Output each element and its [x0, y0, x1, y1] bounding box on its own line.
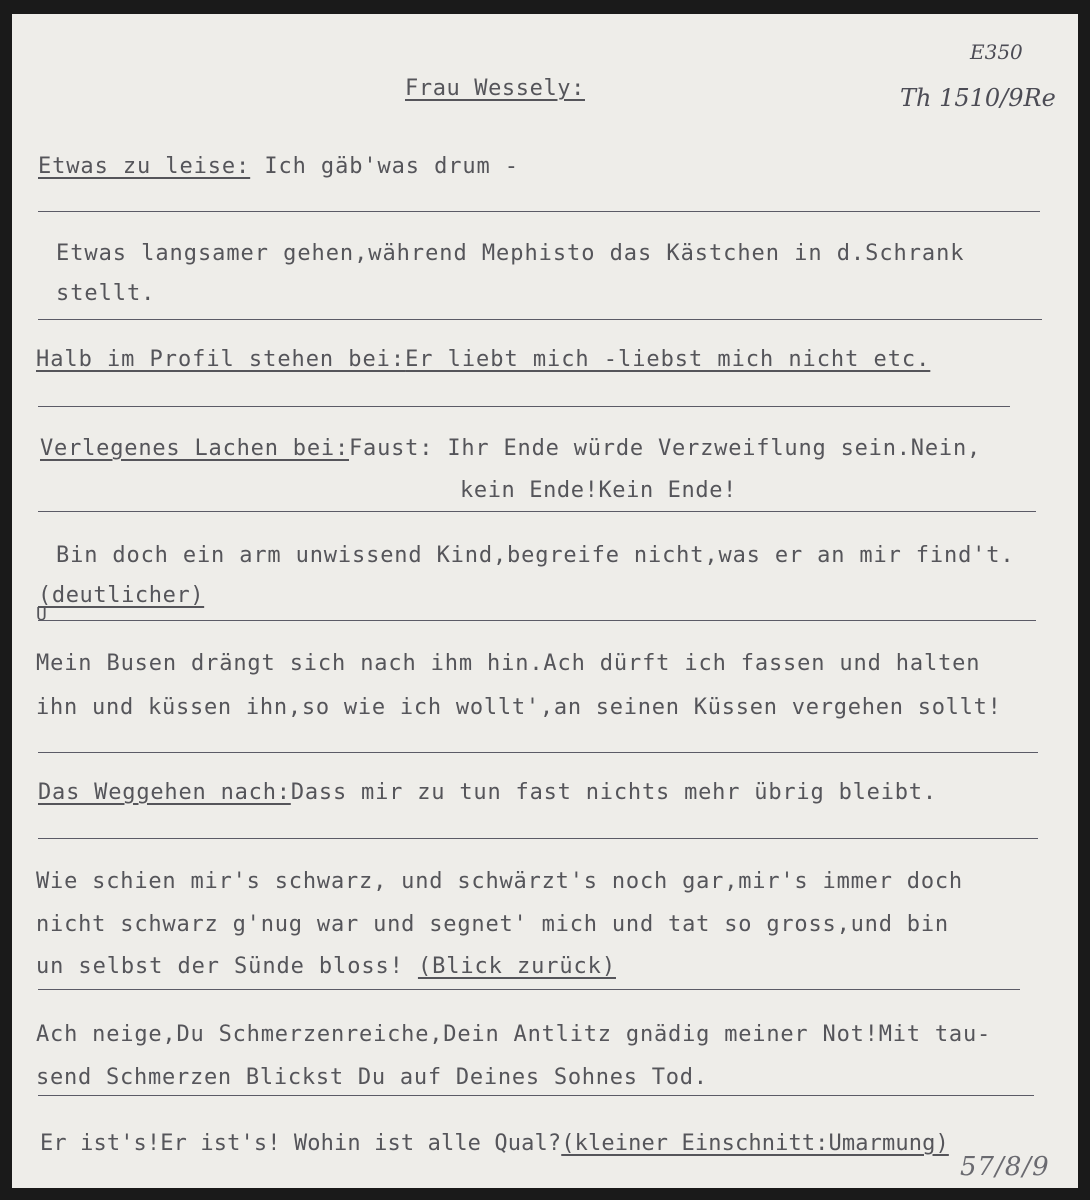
stage-cue: (kleiner Einschnitt:Umarmung) [561, 1131, 949, 1156]
stage-cue: (deutlicher) [38, 583, 205, 608]
typescript-page [12, 14, 1078, 1188]
note-line: ihn und küssen ihn,so wie ich wollt',an seinen Küssen vergehen sollt! [36, 695, 1002, 720]
note-line: nicht schwarz g'nug war und segnet' mich und tat so gross,und bin [36, 912, 949, 937]
divider [38, 752, 1038, 753]
stage-cue: (Blick zurück) [417, 954, 616, 979]
note-row [36, 347, 930, 372]
divider [38, 319, 1042, 320]
dialogue-text: Er ist's!Er ist's! Wohin ist alle Qual? [40, 1131, 562, 1156]
note-line: stellt. [56, 281, 156, 306]
note-row [40, 1131, 949, 1156]
note-line: Ach neige,Du Schmerzenreiche,Dein Antlitz gnädig meiner Not!Mit tau- [36, 1022, 992, 1047]
folio-number: 57/8/9 [960, 1152, 1050, 1182]
page-title: Frau Wessely: [405, 76, 585, 101]
archive-signature: Th 1510/9Re [900, 84, 1056, 112]
dialogue-text: Ich gäb'was drum - [264, 154, 519, 179]
dialogue-text: un selbst der Sünde bloss! [36, 954, 404, 979]
divider [38, 1095, 1034, 1096]
note-row [36, 954, 616, 979]
stage-cue: Verlegenes Lachen bei: [40, 436, 349, 461]
note-line: Mein Busen drängt sich nach ihm hin.Ach dürft ich fassen und halten [36, 651, 981, 676]
divider [38, 511, 1036, 512]
stage-cue: Etwas zu leise: [38, 154, 251, 179]
dialogue-text: Dass mir zu tun fast nichts mehr übrig bleibt. [290, 780, 937, 805]
note-row [38, 780, 937, 805]
note-line: Bin doch ein arm unwissend Kind,begreife nicht,was er an mir find't. [56, 543, 1015, 568]
stage-cue: Halb im Profil stehen bei: [36, 347, 406, 372]
divider [38, 620, 1036, 621]
note-row [38, 154, 519, 179]
divider [38, 989, 1020, 990]
note-line: Wie schien mir's schwarz, und schwärzt's noch gar,mir's immer doch [36, 869, 963, 894]
note-row [40, 436, 981, 461]
note-line: Etwas langsamer gehen,während Mephisto das Kästchen in d.Schrank [56, 241, 965, 266]
note-line: kein Ende!Kein Ende! [460, 478, 737, 503]
dialogue-text: Faust: Ihr Ende würde Verzweiflung sein.Nein, [349, 436, 982, 461]
dialogue-text: Er liebt mich -liebst mich nicht etc. [405, 347, 931, 372]
breath-mark: U [36, 604, 48, 625]
divider [38, 838, 1038, 839]
divider [38, 211, 1040, 212]
stage-cue: Das Weggehen nach: [38, 780, 291, 805]
note-line: send Schmerzen Blickst Du auf Deines Sohnes Tod. [36, 1065, 708, 1090]
divider [38, 406, 1010, 407]
archive-code: E350 [970, 40, 1023, 64]
